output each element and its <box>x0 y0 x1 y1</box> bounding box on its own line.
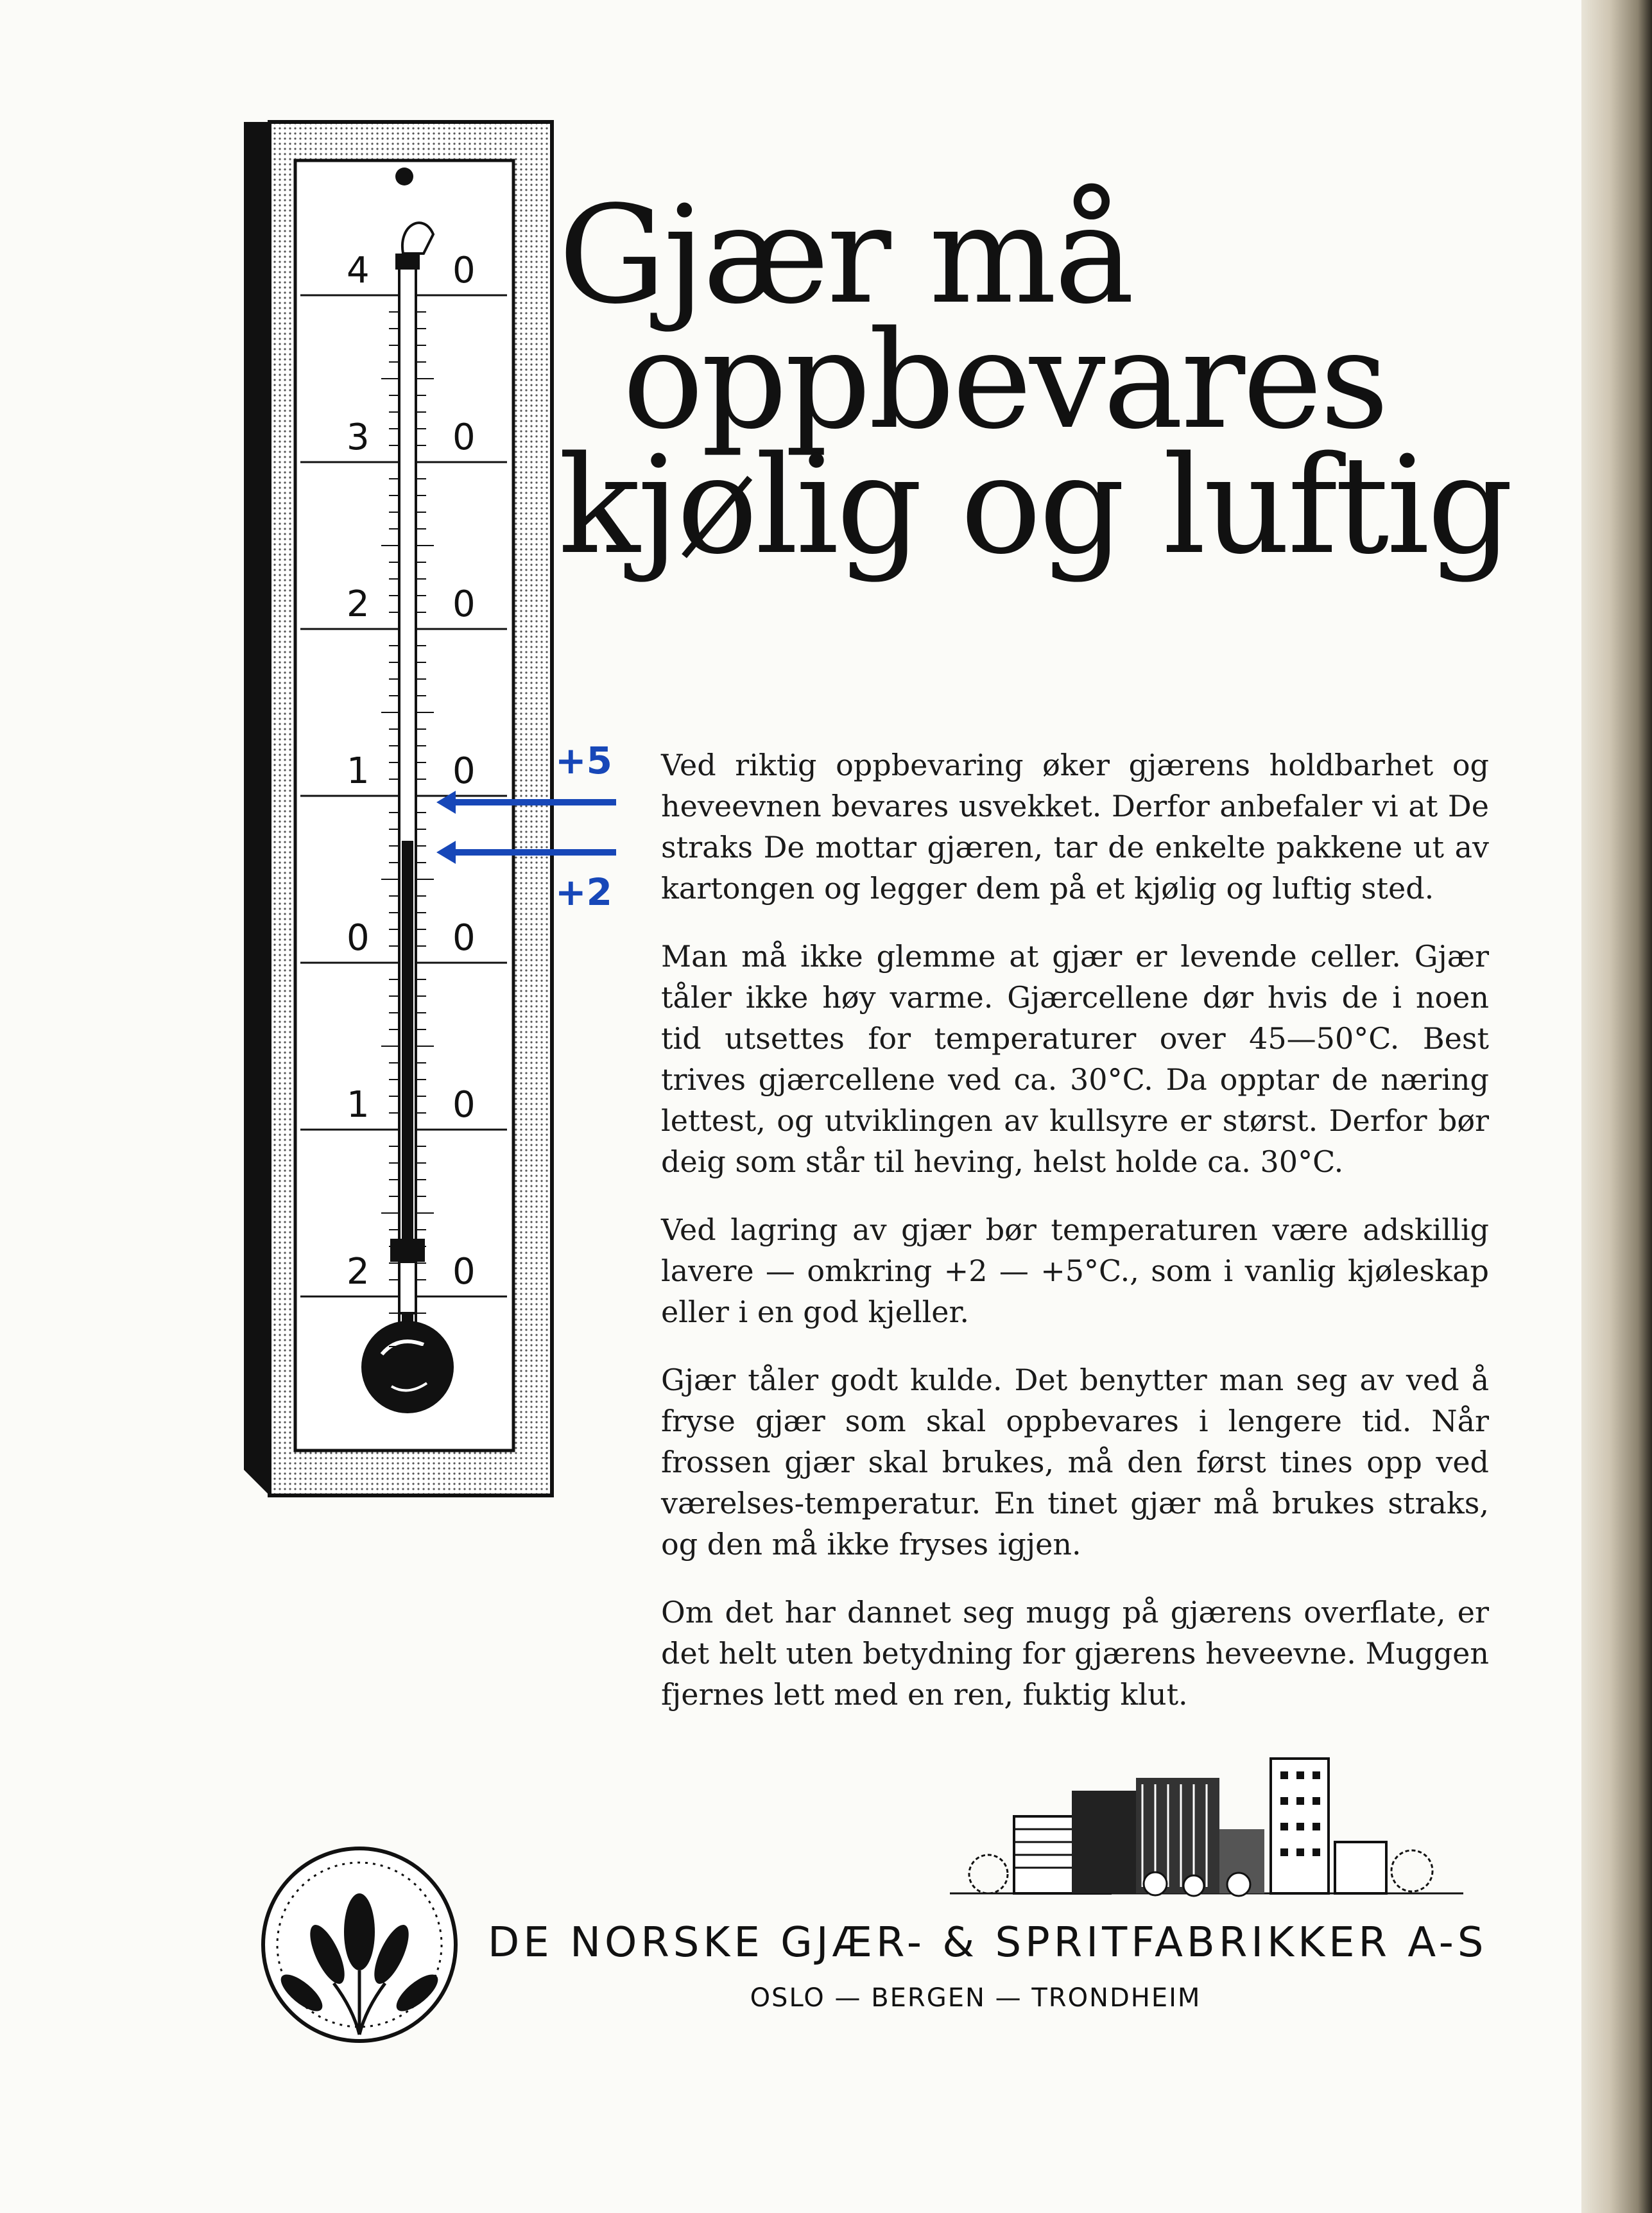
scale-label-left: 1 <box>347 1084 370 1126</box>
marker-upper-label: +5 <box>555 739 612 782</box>
scale-label-left: 2 <box>347 583 370 625</box>
paragraph-4: Gjær tåler godt kulde. Det benytter man seg av ved å fryse gjær som skal oppbevares i lengere tid. Når frossen gjær skal brukes, må den først tines opp ved værelses-temperatur. En tinet gjær må brukes straks, og den må ikke fryses igjen. <box>661 1363 1489 1562</box>
company-cities: OSLO — BERGEN — TRONDHEIM <box>750 1983 1201 2013</box>
scale-label-right: 0 <box>452 250 476 291</box>
scale-label-right: 0 <box>452 1251 476 1293</box>
headline-line-3: kjølig og luftig <box>558 427 1511 584</box>
company-name: DE NORSKE GJÆR- & SPRITFABRIKKER A-S <box>488 1919 1488 1967</box>
scale-label-right: 0 <box>452 583 476 625</box>
paragraph-1: Ved riktig oppbevaring øker gjærens holdbarhet og heveevnen bevares usvekket. Derfor anbefaler vi at De straks De mottar gjæren, tar de enkelte pakkene ut av kartongen og legger dem på et kjølig og luftig sted. <box>661 748 1489 906</box>
headline-line-1: Gjær må <box>558 177 1132 334</box>
body-text <box>661 745 1489 1742</box>
scale-label-right: 0 <box>452 417 476 458</box>
scale-label-right: 0 <box>452 1084 476 1126</box>
paragraph-2: Man må ikke glemme at gjær er levende celler. Gjær tåler ikke høy varme. Gjærcellene dør hvis de i noen tid utsettes for temperaturer over 45—50°C. Best trives gjærcellene ved ca. 30°C. Da opptar de næring lettest, og utviklingen av kullsyre er størst. Derfor bør deig som står til heving, helst holde ca. 30°C. <box>661 939 1489 1179</box>
paragraph-3: Ved lagring av gjær bør temperaturen være adskillig lavere — omkring +2 — +5°C., som i vanlig kjøleskap eller i en god kjeller. <box>661 1212 1489 1329</box>
page-edge <box>1581 0 1652 2213</box>
scale-label-left: 3 <box>347 417 370 458</box>
scale-label-right: 0 <box>452 750 476 792</box>
scale-label-left: 2 <box>347 1251 370 1293</box>
scale-label-left: 4 <box>347 250 370 291</box>
marker-lower-label: +2 <box>555 870 612 914</box>
wheat-logo <box>257 1842 462 2047</box>
factory-illustration <box>950 1733 1463 1913</box>
scale-label-right: 0 <box>452 917 476 959</box>
headline-line-2: oppbevares <box>623 302 1387 459</box>
scale-label-left: 1 <box>347 750 370 792</box>
headline <box>558 177 1511 584</box>
paragraph-5: Om det har dannet seg mugg på gjærens overflate, er det helt uten betydning for gjærens heveevne. Muggen fjernes lett med en ren, fuktig klut. <box>661 1595 1489 1712</box>
scale-label-left: 0 <box>347 917 370 959</box>
